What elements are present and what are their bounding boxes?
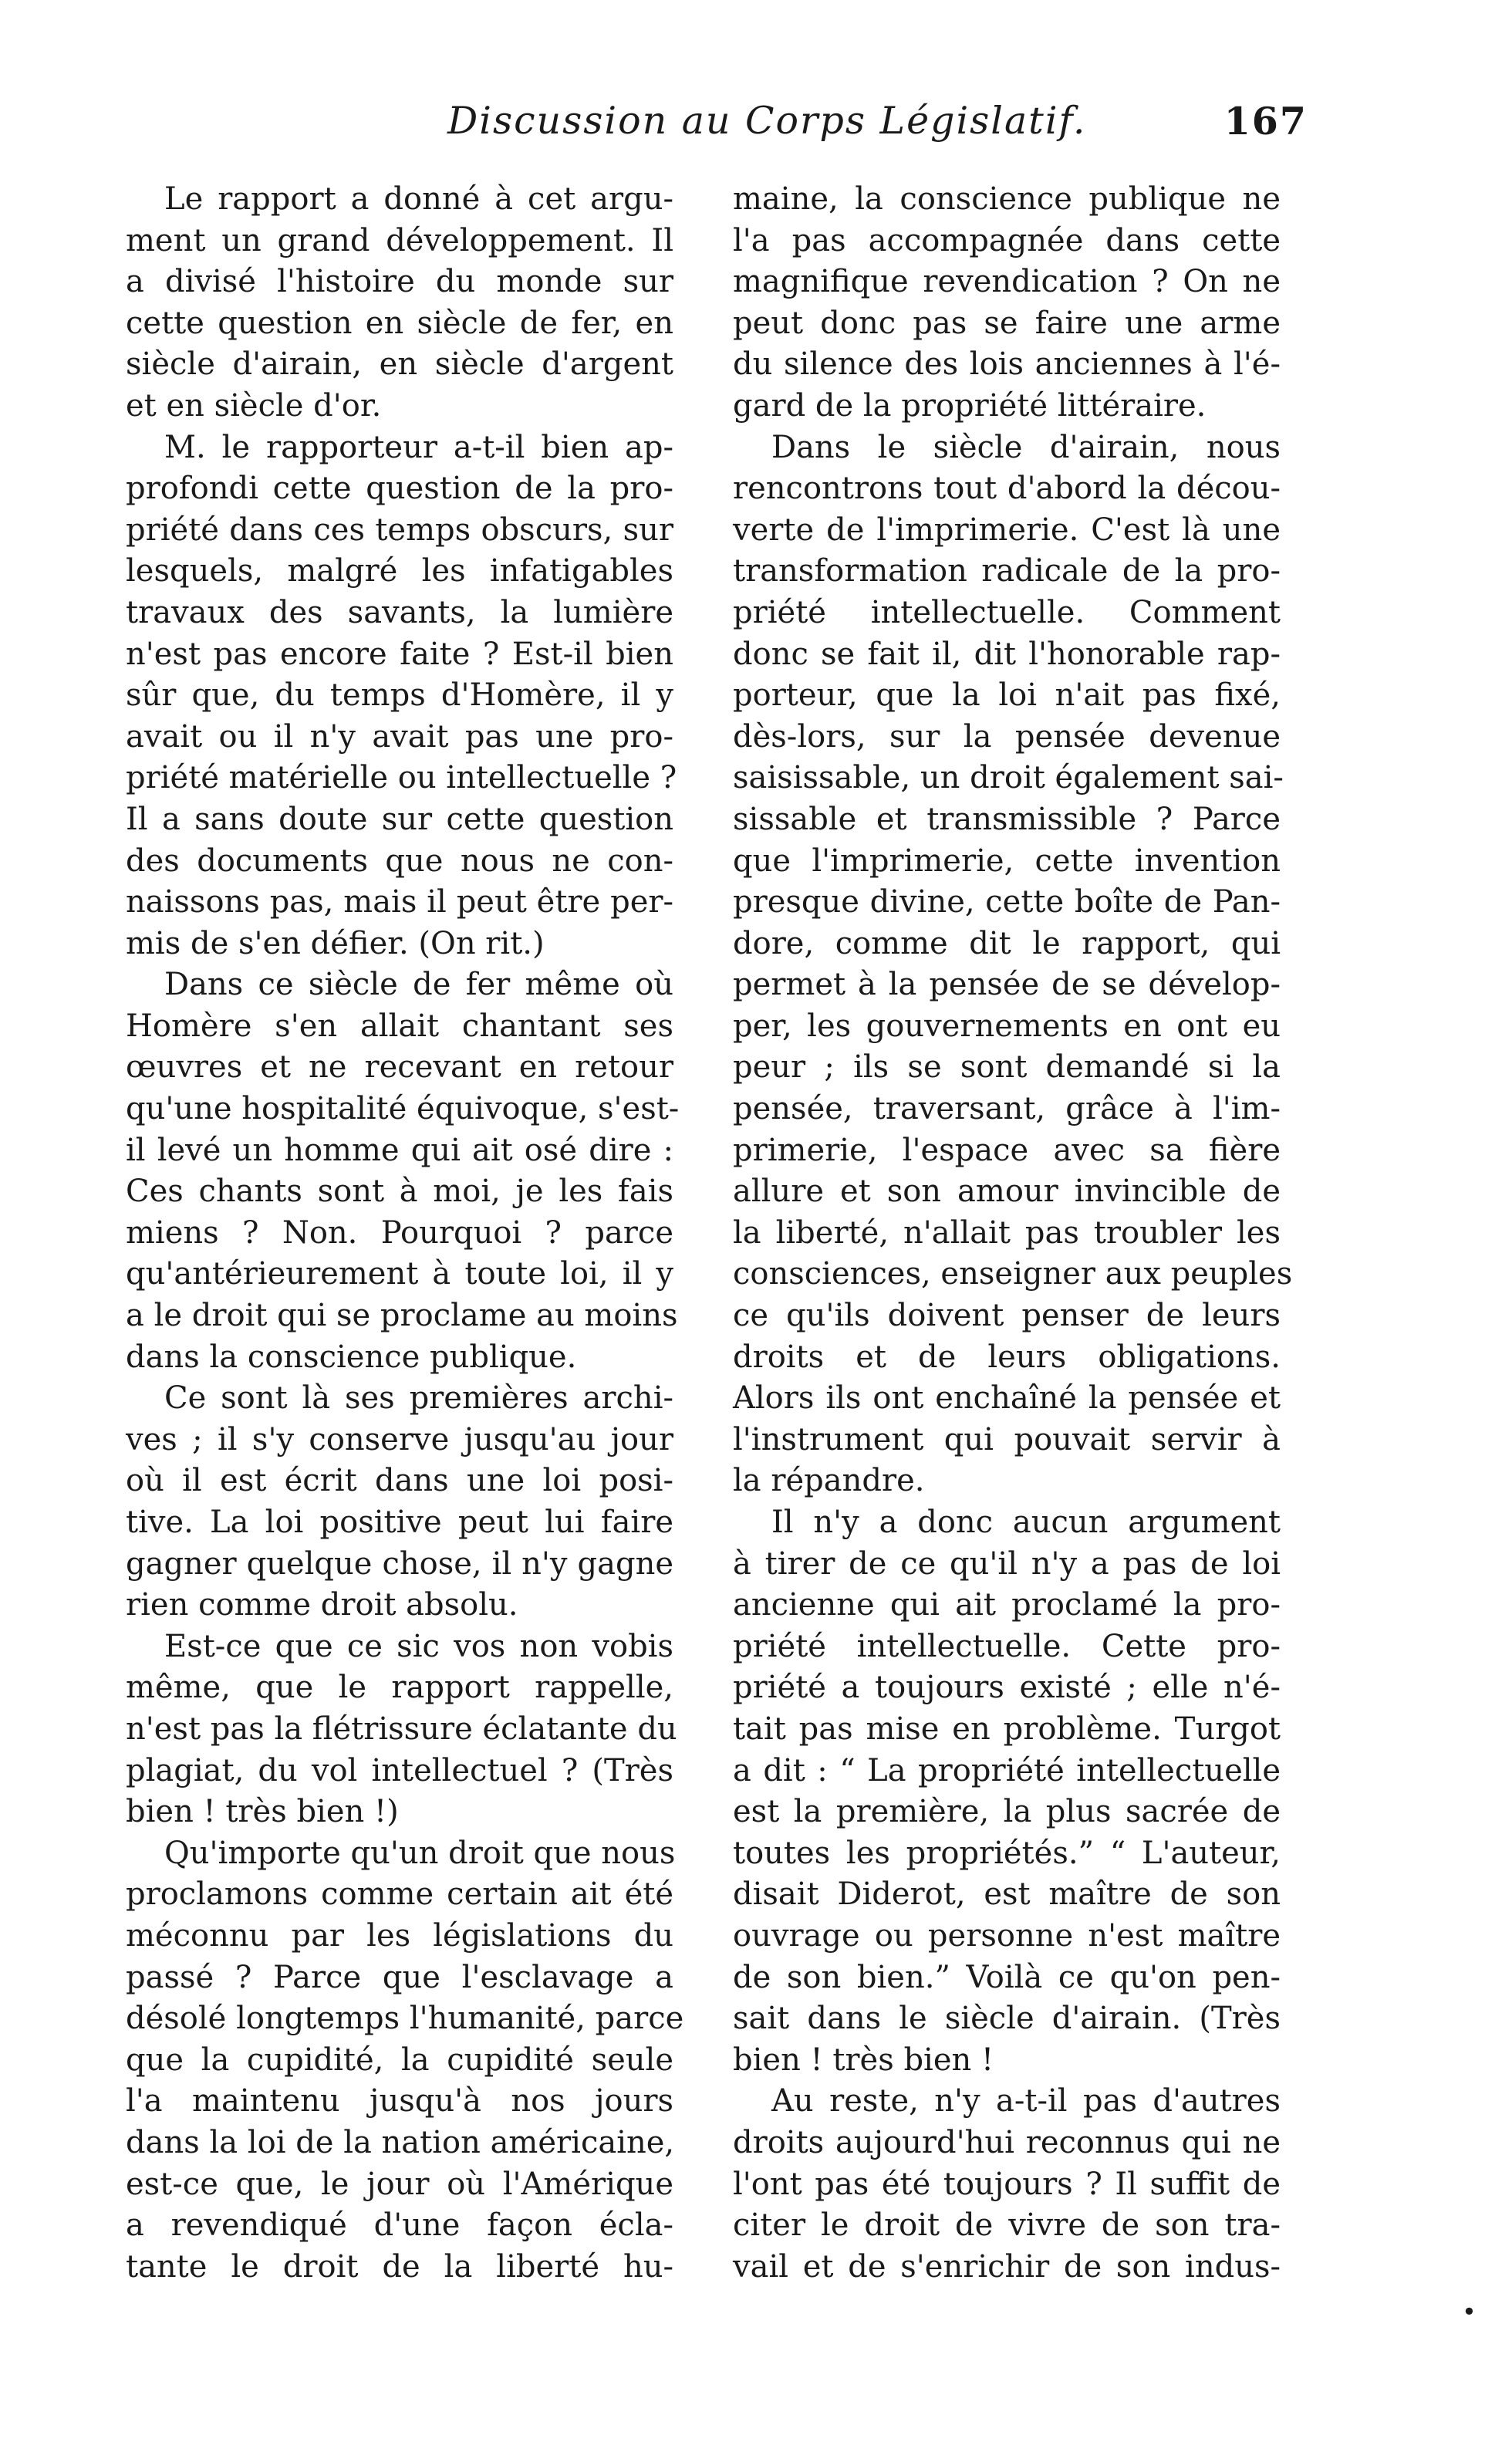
text-line: Alors ils ont enchaîné la pensée et bbox=[733, 1380, 1281, 1417]
text-line: n'est pas encore faite ? Est-il bien bbox=[126, 636, 673, 672]
text-line: verte de l'imprimerie. C'est là une bbox=[733, 512, 1281, 548]
text-line: sait dans le siècle d'airain. (Très bbox=[733, 2001, 1281, 2037]
text-line: ves ; il s'y conserve jusqu'au jour bbox=[126, 1421, 673, 1457]
text-line: des documents que nous ne con- bbox=[126, 843, 673, 879]
text-line: permet à la pensée de se dévelop- bbox=[733, 967, 1281, 1003]
text-line: vail et de s'enrichir de son indus- bbox=[733, 2248, 1281, 2285]
text-line: dans la loi de la nation américaine, bbox=[126, 2124, 675, 2160]
text-line: a divisé l'histoire du monde sur bbox=[126, 264, 673, 300]
text-line: M. le rapporteur a-t-il bien ap- bbox=[164, 429, 673, 465]
text-line: priété intellectuelle. Cette pro- bbox=[733, 1628, 1281, 1664]
text-line: lesquels, malgré les infatigables bbox=[126, 553, 673, 589]
text-line: Ces chants sont à moi, je les fais bbox=[126, 1174, 673, 1210]
text-line: naissons pas, mais il peut être per- bbox=[126, 884, 673, 920]
text-line: sissable et transmissible ? Parce bbox=[733, 801, 1281, 837]
text-line: rencontrons tout d'abord la décou- bbox=[733, 471, 1281, 507]
text-line: œuvres et ne recevant en retour bbox=[126, 1049, 673, 1086]
text-line: mis de s'en défier. (On rit.) bbox=[126, 925, 545, 961]
text-line: presque divine, cette boîte de Pan- bbox=[733, 884, 1281, 920]
text-line: allure et son amour invincible de bbox=[733, 1174, 1281, 1210]
text-line: citer le droit de vivre de son tra- bbox=[733, 2207, 1281, 2244]
text-line: ancienne qui ait proclamé la pro- bbox=[733, 1587, 1281, 1623]
text-line: priété intellectuelle. Comment bbox=[733, 594, 1281, 630]
text-line: miens ? Non. Pourquoi ? parce bbox=[126, 1214, 673, 1251]
text-line: Le rapport a donné à cet argu- bbox=[164, 181, 673, 217]
text-line: droits et de leurs obligations. bbox=[733, 1339, 1281, 1375]
left-column bbox=[126, 179, 684, 2288]
text-line: travaux des savants, la lumière bbox=[126, 594, 673, 630]
text-line: l'ont pas été toujours ? Il suffit de bbox=[733, 2166, 1281, 2202]
text-line: consciences, enseigner aux peuples bbox=[733, 1256, 1293, 1292]
text-line: désolé longtemps l'humanité, parce bbox=[126, 2001, 684, 2037]
text-line: rien comme droit absolu. bbox=[126, 1587, 518, 1623]
running-title: Discussion au Corps Législatif. bbox=[447, 99, 1087, 143]
text-line: primerie, l'espace avec sa fière bbox=[733, 1132, 1281, 1168]
text-line: saisissable, un droit également sai- bbox=[733, 760, 1284, 796]
margin-speck: • bbox=[1462, 2297, 1477, 2326]
text-line: la liberté, n'allait pas troubler les bbox=[733, 1214, 1281, 1251]
text-line: maine, la conscience publique ne bbox=[733, 181, 1281, 217]
text-line: est-ce que, le jour où l'Amérique bbox=[126, 2166, 673, 2202]
text-line: ce qu'ils doivent penser de leurs bbox=[733, 1298, 1281, 1334]
right-column bbox=[733, 179, 1293, 2288]
text-line: porteur, que la loi n'ait pas fixé, bbox=[733, 677, 1281, 714]
text-line: transformation radicale de la pro- bbox=[733, 553, 1281, 589]
text-line: et en siècle d'or. bbox=[126, 387, 382, 424]
text-line: n'est pas la flétrissure éclatante du bbox=[126, 1711, 677, 1747]
text-line: l'instrument qui pouvait servir à bbox=[733, 1421, 1281, 1457]
text-line: est la première, la plus sacrée de bbox=[733, 1794, 1281, 1830]
text-line: qu'une hospitalité équivoque, s'est- bbox=[126, 1091, 680, 1127]
text-line: a le droit qui se proclame au moins bbox=[126, 1298, 678, 1334]
text-line: sûr que, du temps d'Homère, il y bbox=[126, 677, 673, 714]
text-line: Il n'y a donc aucun argument bbox=[771, 1505, 1281, 1540]
text-line: l'a maintenu jusqu'à nos jours bbox=[126, 2083, 673, 2119]
text-line: Ce sont là ses premières archi- bbox=[164, 1380, 673, 1417]
page-number: 167 bbox=[1223, 99, 1308, 144]
text-line: dore, comme dit le rapport, qui bbox=[733, 925, 1281, 961]
text-line: siècle d'airain, en siècle d'argent bbox=[126, 346, 673, 383]
text-line: avait ou il n'y avait pas une pro- bbox=[126, 718, 673, 755]
text-line: qu'antérieurement à toute loi, il y bbox=[126, 1256, 673, 1292]
text-line: méconnu par les législations du bbox=[126, 1917, 673, 1954]
text-line: Au reste, n'y a-t-il pas d'autres bbox=[771, 2083, 1281, 2119]
text-line: Dans ce siècle de fer même où bbox=[164, 967, 673, 1003]
page-header bbox=[123, 99, 1315, 160]
text-line: Est-ce que ce sic vos non vobis bbox=[164, 1628, 673, 1664]
text-line: que la cupidité, la cupidité seule bbox=[126, 2042, 673, 2078]
text-line: droits aujourd'hui reconnus qui ne bbox=[733, 2124, 1281, 2160]
text-line: même, que le rapport rappelle, bbox=[126, 1670, 673, 1706]
text-line: a dit : “ La propriété intellectuelle bbox=[733, 1752, 1281, 1788]
text-line: cette question en siècle de fer, en bbox=[126, 305, 673, 341]
text-line: la répandre. bbox=[733, 1463, 925, 1499]
text-line: gard de la propriété littéraire. bbox=[733, 387, 1207, 424]
text-line: priété a toujours existé ; elle n'é- bbox=[733, 1670, 1281, 1706]
text-line: profondi cette question de la pro- bbox=[126, 471, 673, 507]
text-line: pensée, traversant, grâce à l'im- bbox=[733, 1091, 1281, 1127]
text-line: de son bien.” Voilà ce qu'on pen- bbox=[733, 1959, 1281, 1995]
text-line: donc se fait il, dit l'honorable rap- bbox=[733, 636, 1281, 672]
text-line: dès-lors, sur la pensée devenue bbox=[733, 718, 1281, 755]
text-line: Dans le siècle d'airain, nous bbox=[771, 429, 1281, 465]
text-line: tante le droit de la liberté hu- bbox=[126, 2248, 673, 2285]
text-line: tive. La loi positive peut lui faire bbox=[126, 1505, 673, 1540]
text-line: bien ! très bien !) bbox=[126, 1794, 399, 1830]
text-line: à tirer de ce qu'il n'y a pas de loi bbox=[733, 1545, 1281, 1582]
text-line: a revendiqué d'une façon écla- bbox=[126, 2207, 673, 2244]
text-line: du silence des lois anciennes à l'é- bbox=[733, 346, 1281, 383]
text-line: tait pas mise en problème. Turgot bbox=[733, 1711, 1281, 1747]
text-line: peut donc pas se faire une arme bbox=[733, 305, 1281, 341]
text-line: ouvrage ou personne n'est maître bbox=[733, 1917, 1281, 1954]
text-line: l'a pas accompagnée dans cette bbox=[733, 222, 1281, 258]
text-line: il levé un homme qui ait osé dire : bbox=[126, 1132, 673, 1168]
text-line: dans la conscience publique. bbox=[126, 1339, 577, 1375]
text-line: ment un grand développement. Il bbox=[126, 222, 673, 258]
text-line: disait Diderot, est maître de son bbox=[733, 1876, 1281, 1913]
text-line: Homère s'en allait chantant ses bbox=[126, 1008, 673, 1044]
text-line: bien ! très bien ! bbox=[733, 2042, 994, 2078]
text-line: per, les gouvernements en ont eu bbox=[733, 1008, 1281, 1044]
text-line: priété matérielle ou intellectuelle ? bbox=[126, 760, 677, 796]
text-line: plagiat, du vol intellectuel ? (Très bbox=[126, 1752, 673, 1788]
text-line: priété dans ces temps obscurs, sur bbox=[126, 512, 673, 548]
text-line: gagner quelque chose, il n'y gagne bbox=[126, 1545, 673, 1582]
text-line: Il a sans doute sur cette question bbox=[126, 801, 673, 837]
text-line: peur ; ils se sont demandé si la bbox=[733, 1049, 1281, 1086]
text-line: magnifique revendication ? On ne bbox=[733, 264, 1281, 300]
text-line: passé ? Parce que l'esclavage a bbox=[126, 1959, 673, 1995]
text-line: Qu'importe qu'un droit que nous bbox=[164, 1835, 676, 1871]
text-line: proclamons comme certain ait été bbox=[126, 1876, 673, 1913]
text-line: toutes les propriétés.” “ L'auteur, bbox=[733, 1835, 1281, 1871]
text-line: que l'imprimerie, cette invention bbox=[733, 843, 1281, 879]
text-line: où il est écrit dans une loi posi- bbox=[126, 1463, 673, 1499]
